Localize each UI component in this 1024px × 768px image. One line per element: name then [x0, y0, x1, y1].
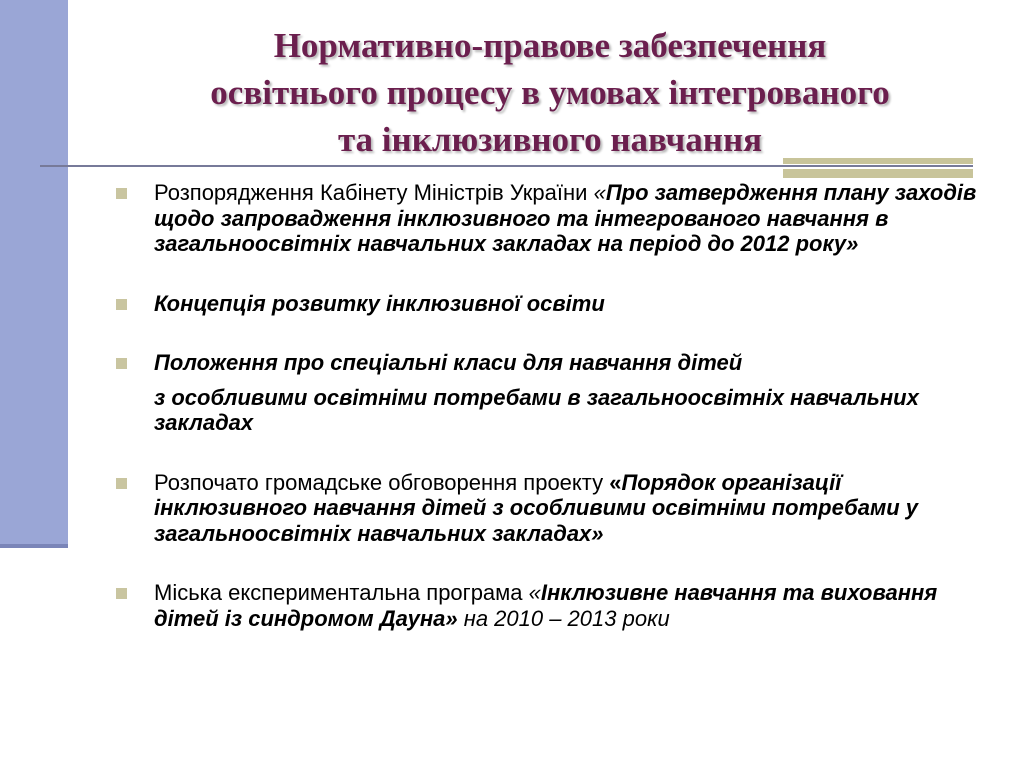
item-emphasis: Про затвердження плану заходів щодо запровадження інклюзивного та інтегрованого навчання в загальноосвітніх навчальних закладах на період до 2012 року» — [154, 180, 977, 256]
slide-title — [120, 22, 980, 163]
item-tail: на 2010 – 2013 роки — [457, 605, 670, 631]
bullet-square-icon — [116, 299, 127, 310]
title-divider — [40, 165, 973, 167]
list-item — [116, 291, 986, 317]
bullet-square-icon — [116, 358, 127, 369]
item-quote-close: » — [591, 520, 604, 546]
list-item — [116, 470, 986, 547]
item-text: Міська експериментальна програма — [154, 580, 529, 605]
item-text: Розпорядження Кабінету Міністрів України — [154, 180, 594, 205]
title-line-3: та інклюзивного навчання — [337, 120, 763, 159]
item-emphasis: Концепція розвитку інклюзивної освіти — [154, 290, 605, 316]
bullet-square-icon — [116, 188, 127, 199]
list-item — [116, 350, 986, 376]
list-item-continuation — [116, 385, 986, 436]
item-emphasis: з особливими освітніми потребами в загальноосвітніх навчальних закладах — [154, 384, 919, 435]
item-quote-open: « — [528, 580, 541, 605]
item-emphasis: Положення про спеціальні класи для навчання дітей — [154, 350, 743, 375]
list-item — [116, 580, 986, 631]
accent-rule-bottom — [783, 169, 973, 178]
item-emphasis: Інклюзивне навчання та виховання дітей із синдромом Дауна» — [154, 580, 938, 631]
side-decor-bar — [0, 0, 68, 545]
bullet-square-icon — [116, 478, 127, 489]
title-line-2: освітнього процесу в умовах інтегрованого — [210, 73, 890, 112]
side-decor-bar-edge — [0, 544, 68, 548]
item-emphasis: Порядок організації інклюзивного навчання дітей з особливими освітніми потребами у загальноосвітніх навчальних закладах — [154, 469, 919, 546]
item-quote-open: « — [593, 180, 606, 205]
item-quote-open: « — [609, 469, 622, 495]
list-item — [116, 180, 986, 257]
bullet-list — [116, 180, 986, 631]
title-line-1: Нормативно-правове забезпечення — [273, 26, 827, 65]
accent-rule-top — [783, 158, 973, 164]
item-text: Розпочато громадське обговорення проекту — [154, 469, 610, 495]
bullet-square-icon — [116, 588, 127, 599]
